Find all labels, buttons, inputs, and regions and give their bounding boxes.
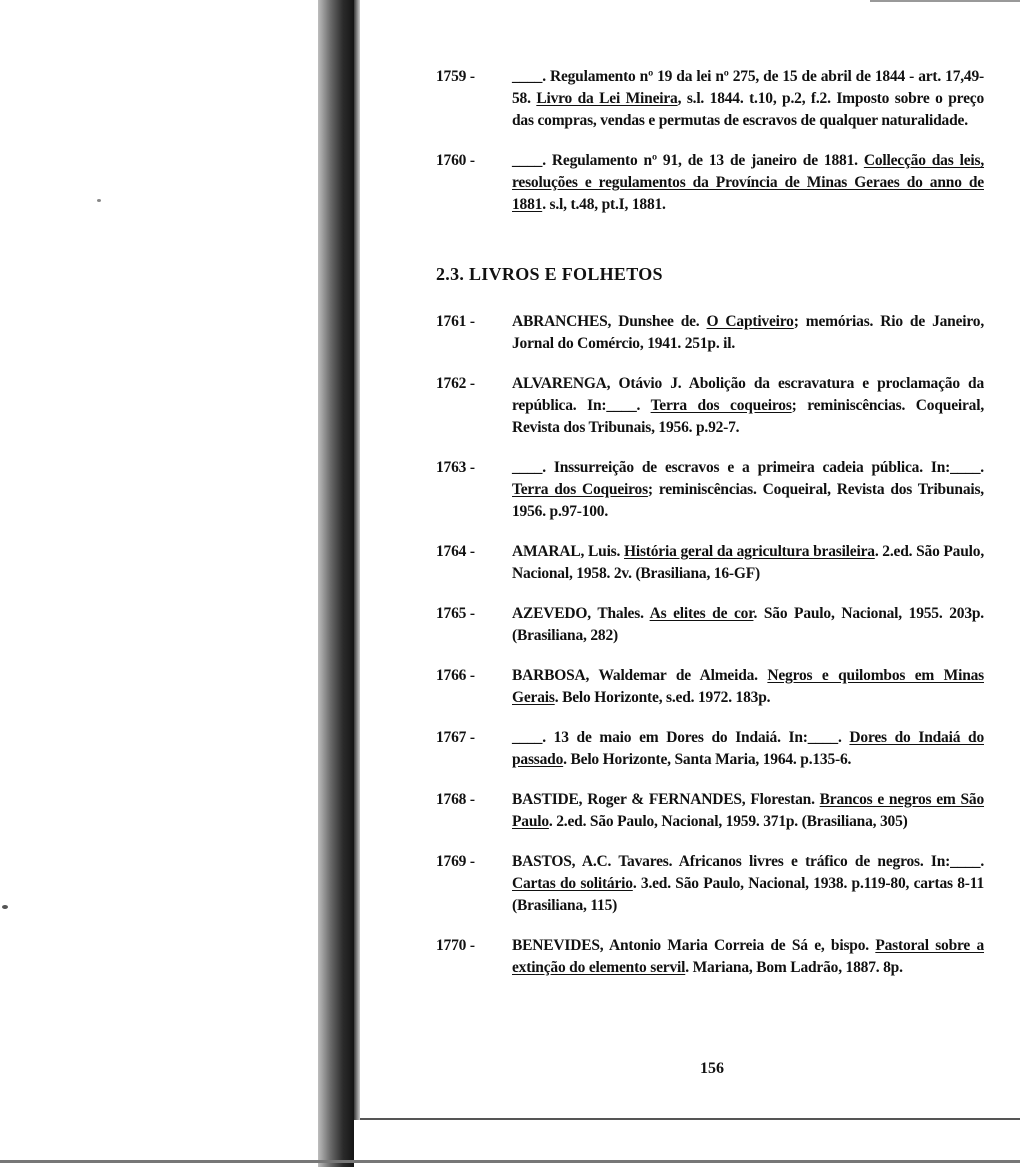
scan-edge-top xyxy=(870,0,1020,2)
entry-text xyxy=(512,603,984,647)
entry-text-before: AZEVEDO, Thales. xyxy=(512,605,650,622)
entry-text-before: AMARAL, Luis. xyxy=(512,543,624,560)
entry-title: História geral da agricultura brasileira xyxy=(624,543,875,560)
entry-number: 1764 - xyxy=(436,543,475,560)
entry-title: Livro da Lei Mineira xyxy=(536,90,678,107)
entry-title: Pastoral sobre a extinção do elemento servil xyxy=(512,937,985,976)
entry-title: As elites de cor xyxy=(649,605,754,622)
bibliography-entry xyxy=(436,603,984,647)
bibliography-entry xyxy=(436,541,984,585)
entry-text-after: ; reminiscências. Coqueiral, Revista dos Tribunais, 1956. p.97-100. xyxy=(512,481,984,520)
entry-text-before: ____. 13 de maio em Dores do Indaiá. In:____. xyxy=(512,729,850,746)
entry-text-after: , s.l. 1844. t.10, p.2, f.2. Imposto sobre o preço das compras, vendas e permutas de escravos de qualquer naturalidade. xyxy=(512,90,984,129)
entry-title: Cartas do solitário xyxy=(512,875,633,892)
entry-text-before: ____. Regulamento nº 91, de 13 de janeiro de 1881. xyxy=(512,152,864,169)
entry-title: Negros e quilombos em Minas Gerais xyxy=(512,667,984,706)
entry-text xyxy=(512,727,984,771)
entry-text xyxy=(512,150,984,216)
entry-number: 1769 - xyxy=(436,853,475,870)
entries-top-group xyxy=(436,66,984,216)
entry-text-after: . São Paulo, Nacional, 1955. 203p. (Brasiliana, 282) xyxy=(512,605,984,644)
entry-text-after: . 3.ed. São Paulo, Nacional, 1938. p.119-80, cartas 8-11 (Brasiliana, 115) xyxy=(512,875,984,914)
entry-title: O Captiveiro xyxy=(706,313,794,330)
entry-text xyxy=(512,541,984,585)
entry-number: 1761 - xyxy=(436,313,475,330)
bibliography-entry xyxy=(436,665,984,709)
entry-text-before: ABRANCHES, Dunshee de. xyxy=(512,313,707,330)
entry-text xyxy=(512,935,984,979)
bibliography-entry xyxy=(436,789,984,833)
entry-number: 1763 - xyxy=(436,459,475,476)
entry-text-after: . 2.ed. São Paulo, Nacional, 1958. 2v. (Brasiliana, 16-GF) xyxy=(512,543,984,582)
scan-speck xyxy=(2,905,8,909)
scan-speck xyxy=(97,199,101,202)
entry-text-before: BASTOS, A.C. Tavares. Africanos livres e tráfico de negros. In:____. xyxy=(512,853,984,870)
entry-text-before: BASTIDE, Roger & FERNANDES, Florestan. xyxy=(512,791,820,808)
bibliography-entry xyxy=(436,66,984,132)
entry-text-before: BARBOSA, Waldemar de Almeida. xyxy=(512,667,768,684)
bibliography-list xyxy=(436,66,984,997)
entry-number: 1770 - xyxy=(436,937,475,954)
entry-number: 1760 - xyxy=(436,152,475,169)
entry-text xyxy=(512,789,984,833)
bibliography-entry xyxy=(436,373,984,439)
page-number: 156 xyxy=(700,1060,724,1077)
entry-number: 1765 - xyxy=(436,605,475,622)
entries-main-group xyxy=(436,311,984,979)
binding-gutter-edge xyxy=(354,0,360,1120)
entry-text-before: ALVARENGA, Otávio J. Abolição da escravatura e proclamação da república. In:____. xyxy=(512,375,984,414)
entry-text-after: . 2.ed. São Paulo, Nacional, 1959. 371p. (Brasiliana, 305) xyxy=(548,813,908,830)
entry-number: 1766 - xyxy=(436,667,475,684)
entry-title: Brancos e negros em São Paulo xyxy=(512,791,985,830)
page-bottom-edge xyxy=(360,1118,1020,1120)
entry-text-after: . Belo Horizonte, Santa Maria, 1964. p.135-6. xyxy=(563,751,852,768)
entry-text-after: . s.l, t.48, pt.I, 1881. xyxy=(542,196,666,213)
entry-number: 1762 - xyxy=(436,375,475,392)
binding-gutter-shadow xyxy=(318,0,354,1167)
bibliography-entry xyxy=(436,150,984,216)
section-heading: 2.3. LIVROS E FOLHETOS xyxy=(436,264,663,284)
entry-text-after: ; reminiscências. Coqueiral, Revista dos Tribunais, 1956. p.92-7. xyxy=(512,397,984,436)
entry-text xyxy=(512,311,984,355)
entry-text xyxy=(512,66,984,132)
entry-text xyxy=(512,457,984,523)
entry-text-after: . Mariana, Bom Ladrão, 1887. 8p. xyxy=(685,959,903,976)
entry-title: Collecção das leis, resoluções e regulamentos da Província de Minas Geraes do anno de 1881 xyxy=(512,152,984,213)
entry-title: Terra dos coqueiros xyxy=(650,397,792,414)
bibliography-entry xyxy=(436,311,984,355)
bibliography-entry xyxy=(436,935,984,979)
entry-text-after: ; memórias. Rio de Janeiro, Jornal do Comércio, 1941. 251p. il. xyxy=(512,313,984,352)
entry-number: 1759 - xyxy=(436,68,475,85)
scan-edge-bottom xyxy=(0,1160,1020,1163)
entry-text-before: ____. Regulamento nº 19 da lei nº 275, de 15 de abril de 1844 - art. 17,49-58. xyxy=(512,68,984,107)
entry-number: 1768 - xyxy=(436,791,475,808)
entry-number: 1767 - xyxy=(436,729,475,746)
entry-text xyxy=(512,665,984,709)
entry-text xyxy=(512,851,984,917)
bibliography-entry xyxy=(436,851,984,917)
bibliography-entry xyxy=(436,457,984,523)
entry-text xyxy=(512,373,984,439)
entry-title: Terra dos Coqueiros xyxy=(512,481,648,498)
entry-text-before: ____. Inssurreição de escravos e a primeira cadeia pública. In:____. xyxy=(512,459,984,476)
entry-text-after: . Belo Horizonte, s.ed. 1972. 183p. xyxy=(554,689,771,706)
entry-title: Dores do Indaiá do passado xyxy=(512,729,984,768)
bibliography-entry xyxy=(436,727,984,771)
entry-text-before: BENEVIDES, Antonio Maria Correia de Sá e, bispo. xyxy=(512,937,876,954)
